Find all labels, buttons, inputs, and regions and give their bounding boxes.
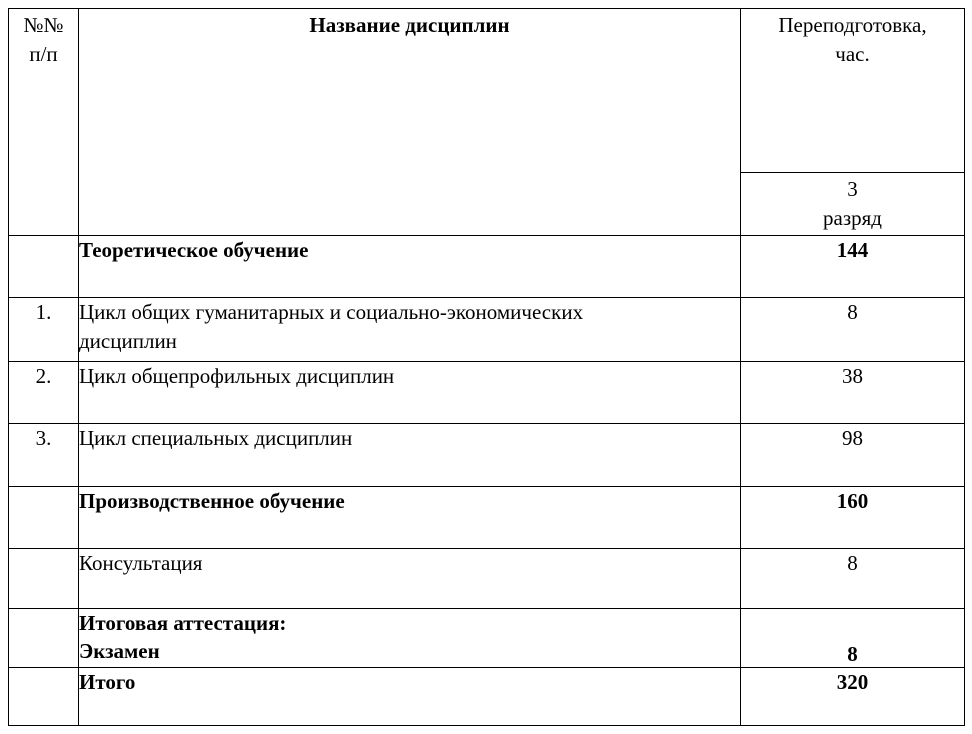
row-name [79, 609, 741, 668]
header-hours-cell [741, 9, 965, 173]
row-name [79, 298, 741, 362]
row-name-line1: Теоретическое обучение [79, 238, 309, 262]
row-hours: 8 [741, 549, 965, 609]
row-name-line1: Производственное обучение [79, 489, 345, 513]
row-name-line2: Экзамен [79, 639, 160, 663]
header-num-cell [9, 9, 79, 236]
row-name-line1: Итого [79, 670, 136, 694]
row-hours: 8 [741, 609, 965, 668]
header-name: Название дисциплин [309, 13, 510, 37]
header-num-line1: №№ [23, 13, 64, 37]
header-name-cell [79, 9, 741, 236]
header-hours-line1: Переподготовка, [778, 13, 927, 37]
row-num: 3. [9, 424, 79, 487]
row-hours: 8 [741, 298, 965, 362]
header-num-line2: п/п [29, 42, 58, 66]
row-name-line2: дисциплин [79, 329, 177, 353]
table-row [9, 487, 965, 549]
row-name [79, 236, 741, 298]
row-name-line1: Консультация [79, 551, 203, 575]
header-grade-line1: 3 [847, 177, 858, 201]
row-num [9, 549, 79, 609]
table-row [9, 609, 965, 668]
table-row [9, 362, 965, 424]
row-name [79, 549, 741, 609]
row-hours: 160 [741, 487, 965, 549]
header-hours-line2: час. [835, 42, 870, 66]
row-num [9, 487, 79, 549]
row-hours: 144 [741, 236, 965, 298]
table-row [9, 298, 965, 362]
table-row [9, 424, 965, 487]
row-num: 2. [9, 362, 79, 424]
row-name [79, 668, 741, 726]
header-grade-line2: разряд [823, 206, 882, 230]
header-row [9, 9, 965, 173]
curriculum-table [8, 8, 965, 726]
row-name [79, 362, 741, 424]
row-num: 1. [9, 298, 79, 362]
row-name [79, 424, 741, 487]
row-num [9, 609, 79, 668]
row-name-line1: Цикл общепрофильных дисциплин [79, 364, 395, 388]
row-name-line1: Цикл специальных дисциплин [79, 426, 353, 450]
header-grade-cell [741, 173, 965, 236]
table-row [9, 668, 965, 726]
row-name [79, 487, 741, 549]
row-num [9, 236, 79, 298]
row-hours: 320 [741, 668, 965, 726]
row-num [9, 668, 79, 726]
row-hours: 38 [741, 362, 965, 424]
row-hours: 98 [741, 424, 965, 487]
table-row [9, 236, 965, 298]
table-row [9, 549, 965, 609]
row-name-line1: Итоговая аттестация: [79, 611, 287, 635]
row-name-line1: Цикл общих гуманитарных и социально-экономических [79, 300, 584, 324]
